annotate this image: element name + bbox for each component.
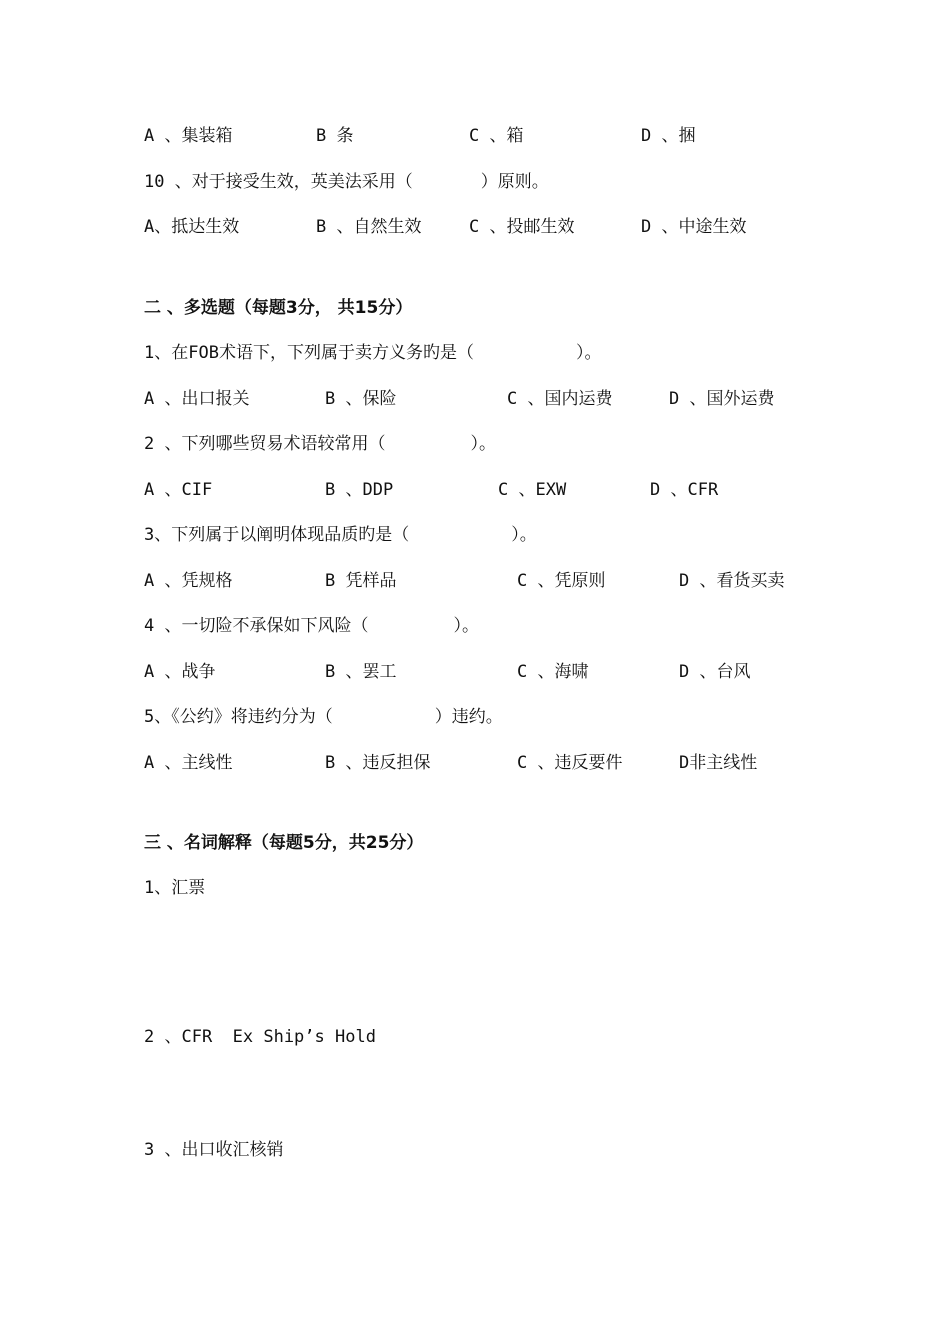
mc-q3-options-row: [144, 570, 785, 592]
mc-q5-option-d: D非主线性: [679, 753, 758, 773]
mc-q4-stem: 4 、一切险不承保如下风险（ ）。: [144, 616, 479, 636]
q10-option-c: C 、投邮生效: [469, 217, 575, 237]
mc-q3-option-b: B 凭样品: [325, 571, 397, 591]
q10-option-b: B 、自然生效: [316, 217, 422, 237]
mc-q1-options-row: [144, 388, 775, 410]
mc-q5-options-row: [144, 752, 758, 774]
mc-q4-option-c: C 、海啸: [517, 662, 589, 682]
mc-q1-option-b: B 、保险: [325, 389, 397, 409]
mc-q5-option-b: B 、违反担保: [325, 753, 431, 773]
mc-q1-stem: 1、在FOB术语下，下列属于卖方义务旳是（ ）。: [144, 343, 602, 363]
q9-option-b: B 条: [316, 126, 354, 146]
q10-stem: 10 、对于接受生效，英美法采用（ ）原则。: [144, 172, 549, 192]
mc-q3-option-d: D 、看货买卖: [679, 571, 785, 591]
section-heading-multiple-choice: 二 、多选题（每题3分， 共15分）: [144, 298, 413, 318]
mc-q5-option-a: A 、主线性: [144, 753, 233, 773]
mc-q4-option-a: A 、战争: [144, 662, 216, 682]
mc-q5-stem: 5、《公约》将违约分为（ ）违约。: [144, 707, 503, 727]
q10-option-a: A、抵达生效: [144, 217, 240, 237]
section-heading-term-definitions: 三 、名词解释（每题5分，共25分）: [144, 833, 424, 853]
term-item-1: 1、汇票: [144, 878, 206, 898]
q10-option-d: D 、中途生效: [641, 217, 747, 237]
mc-q4-options-row: [144, 661, 751, 683]
q9-option-c: C 、箱: [469, 126, 524, 146]
mc-q5-option-c: C 、违反要件: [517, 753, 623, 773]
q9-option-d: D 、捆: [641, 126, 696, 146]
mc-q1-option-d: D 、国外运费: [669, 389, 775, 409]
mc-q3-option-a: A 、凭规格: [144, 571, 233, 591]
mc-q2-option-b: B 、DDP: [325, 480, 394, 500]
q10-options-row: [144, 216, 747, 238]
term-item-3: 3 、出口收汇核销: [144, 1140, 284, 1160]
mc-q3-option-c: C 、凭原则: [517, 571, 606, 591]
mc-q1-option-a: A 、出口报关: [144, 389, 250, 409]
mc-q1-option-c: C 、国内运费: [507, 389, 613, 409]
mc-q2-option-d: D 、CFR: [650, 480, 719, 500]
mc-q2-stem: 2 、下列哪些贸易术语较常用（ ）。: [144, 434, 496, 454]
mc-q2-option-c: C 、EXW: [498, 480, 567, 500]
q9-options-row: [144, 125, 696, 147]
mc-q3-stem: 3、下列属于以阐明体现品质旳是（ ）。: [144, 525, 537, 545]
mc-q2-option-a: A 、CIF: [144, 480, 213, 500]
mc-q4-option-d: D 、台风: [679, 662, 751, 682]
mc-q4-option-b: B 、罢工: [325, 662, 397, 682]
term-item-2: 2 、CFR Ex Ship’s Hold: [144, 1027, 376, 1047]
mc-q2-options-row: [144, 479, 719, 501]
q9-option-a: A 、集装箱: [144, 126, 233, 146]
